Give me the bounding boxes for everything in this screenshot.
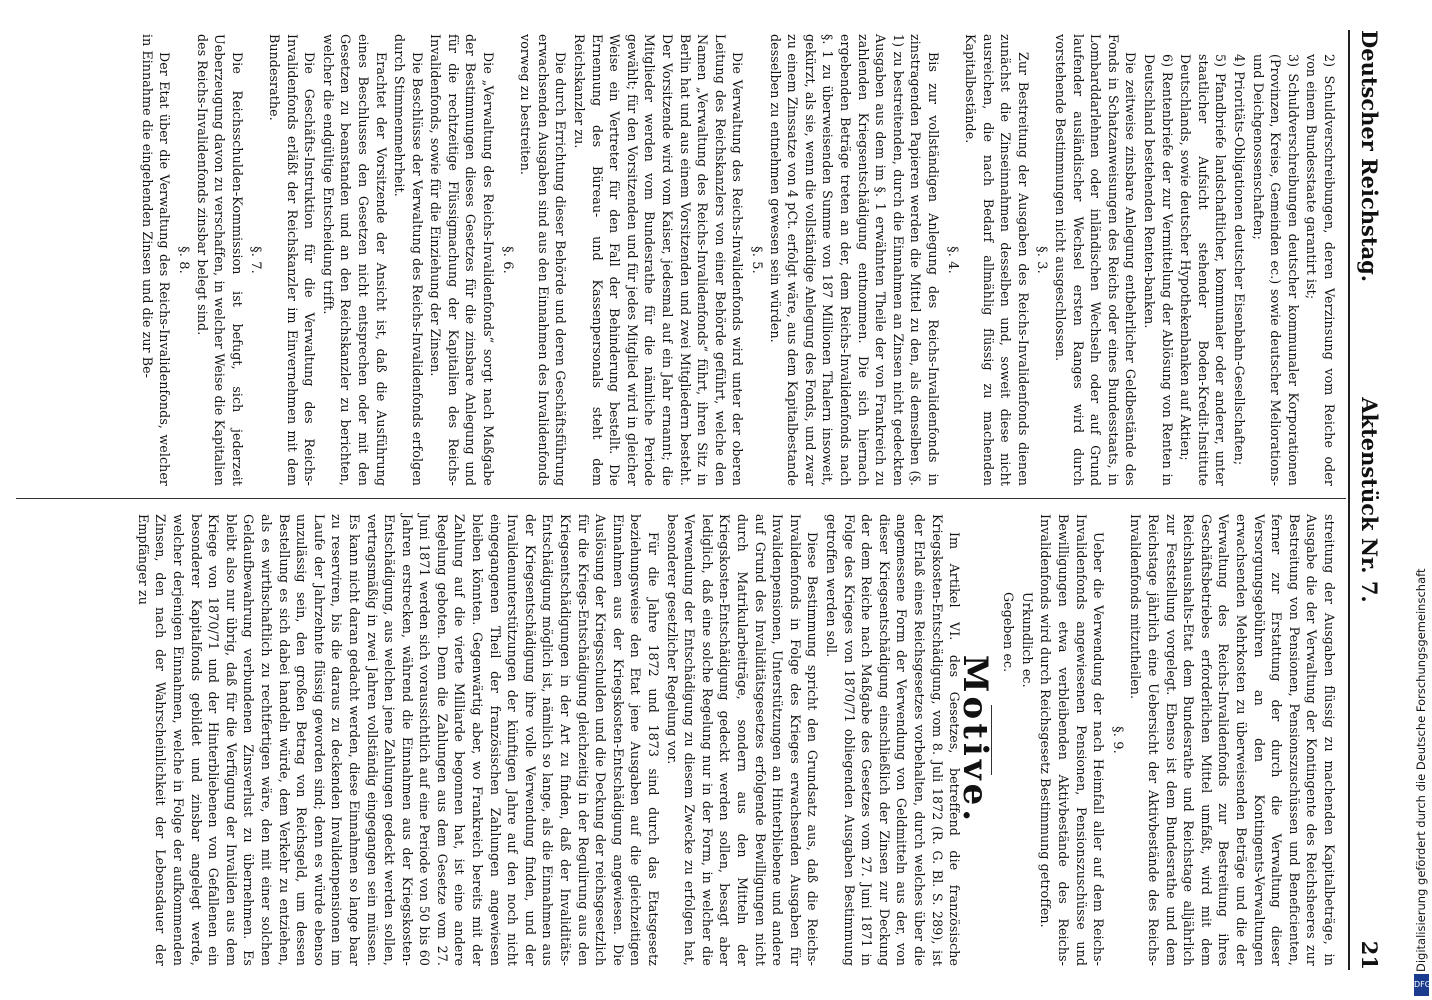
closing-formula: Gegeben ec. [1001,592,1017,673]
paragraph: Die „Verwaltung des Reichs-Invalidenfonds“ sorgt nach Maßgabe der Bestimmungen dieses Gesetzes für die zinsbare Anlegung und für die rechtzeitige Flüssigmachung der Kapitalien des Reichs-Invalidenfonds, sowie für die Einziehung der Zinsen. [428,34,497,486]
section-heading: §. 6. [499,246,515,274]
list-item: 3) Schuldverschreibungen deutscher kommunaler Korporationen (Provinzen, Kreise, Gemeinden ec.) sowie deutscher Meliorations- und Deichgenossenschaften; [1250,54,1301,486]
paragraph: Bis zur vollständigen Anlegung des Reichs-Invalidenfonds in zinstragenden Papieren werden die Mittel zu den, als demselben (§. 1) zu bestreitenden, durch die Einnahmen an Zinsen nicht gedeckten Ausgaben aus dem im §. 1 erwähnten Theile der von Frankreich zu zahlenden Kriegsentschädigung entnommen. Die sich hiernach ergebenden Beträge treten an der, dem Reichs-Invalidenfonds nach §. 1 zu überweisenden Summe von 187 Millionen Thalern insoweit, gekürzt, als sie, wenn die vollständige Anlegung des Fonds, und zwar zu einem Zinssatze von 4 pCt. erfolgt wäre, aus dem Kapitalbestande desselben zu entnehmen gewesen sein würden. [767,34,941,486]
paragraph: Erachtet der Vorsitzende der Ansicht ist, daß die Ausführung eines Beschlusses den Gesetzen nicht entsprechen oder mit den Gesetzen zu beanstanden und an den Reichskanzler zu berichten, welcher die endgültige Entscheidung trifft. [320,34,389,486]
paragraph: Der Etat über die Verwaltung des Reichs-Invalidenfonds, welcher in Einnahme die eingehenden Zinsen und die zur Be- [139,34,173,486]
motive-heading: Motive. [954,654,995,826]
page-header [1352,30,1382,970]
right-column [133,514,1338,966]
section-heading: §. 3. [1034,246,1050,274]
list-item: 2) Schuldverschreibungen, deren Verzinsung vom Reiche oder von einem Bundesstaate garantirt ist; [1304,54,1337,486]
paragraph: Für die Jahre 1872 und 1873 sind durch das Etatsgesetz beziehungsweise den Etat jene Ausgaben auf die gleichzeitigen Einnahmen aus der Kriegskosten-Entschädigung angewiesen. Die Auslösung der Kriegsschulden und die Deckung der reichsgesetzlich für die Kriegs-Entschädigung gleichzeitig in der Regulirung aus den Kriegsentschädigungen in der Art zu finden, daß der Invaliditäts-Entschädigung möglich ist, nämlich so lange, als die Einnahmen aus der Kriegsentschädigung ihre volle Verwendung finden, und der Invalidenunterstützungen der künftigen Jahre auf den noch nicht eingegangenen Theil der französischen Zahlungen angewiesen bleiben könnten. Gegenwärtig aber, wo Frankreich bereits mit der Zahlung auf die vierte Milliarde begonnen hat, ist eine andere Regelung geboten. Denn die Zahlungen aus dem Gesetze vom 27. Juni 1871 werden sich voraussichtlich auf eine Periode von 50 bis 60 Jahren erstrecken, während die Einnahmen aus der Kriegskosten-Entschädigung, aus welchen jene Zahlungen gedeckt werden sollen, vertragsmäßig in zwei Jahren vollständig eingegangen sein müssen. Es kann nicht daran gedacht werden, diese Einnahmen so lange baar zu reserviren, bis die daraus zu deckenden Invalidenpensionen im Laufe der Jahrzehnte flüssig geworden sind; denn es würde ebenso unzulässig sein, den großen Betrag von Reichsgeld, um dessen Bestellung es sich dabei handeln würde, dem Verkehr zu entziehen, als es wirthschaftlich zu rechtfertigen wäre, den mit einer solchen Geldaufbewahrung verbundenen Zinsverlust zu übernehmen. Es bleibt also nur übrig, daß für die Verfügung der Invaliden aus dem Kriege von 1870/71 und der Hinterbliebenen von Gefallenen ein besonderer Kapitalfonds gebildet und zinsbar angelegt werde, welcher derjenigen Einnahmen, welche in Folge der aufkommenden Zinsen, den nach der Wahrscheinlichkeit der Lebensdauer der Empfänger zu [135,514,662,966]
list-item: 4) Prioritäts-Obligationen deutscher Eisenbahn-Gesellschaften; [1232,54,1248,466]
section-heading: §. 5. [749,246,764,274]
page-number: 21 [1357,940,1382,970]
header-title: Deutscher Reichstag. [1357,30,1382,283]
dfg-logo: DFG [1414,974,1429,996]
closing-formula: Urkundlich ec. [1019,592,1035,688]
paragraph: streitung der Ausgaben flüssig zu machenden Kapitalbeträge, in Ausgabe die der Verwaltung der Kontingente des Reichsheeres zur Bestreitung von Pensionen, Pensionszuschüssen und Beneficienten, ferner zur Erstattung der durch die Verwaltung dieser Versorgungsgebühren an den Kontingents-Verwaltungen erwachsenden Mehrkosten zu überweisenden Beträge und die der Verwaltung des Reichs-Invalidenfonds zur Bestreitung ihres Geschäftsbetriebes erforderlichen Mittel umfaßt, wird mit dem Reichshaushalts-Etat dem Bundesrathe und Reichstage alljährlich zur Feststellung vorgelegt. Ebenso ist dem Bundesrathe und dem Reichstage jährlich eine Uebersicht der Aktivbestände des Reichs-Invalidenfonds mitzutheilen. [1128,514,1337,966]
paragraph: Die durch Errichtung dieser Behörde und deren Geschäftsführung erwachsenden Ausgaben sind aus den Einnahmen des Invalidenfonds vorweg zu bestreiten. [518,34,569,486]
header-document-number: Aktenstück Nr. 7. [1357,397,1382,603]
paragraph: Die zeitweise zinsbare Anlegung entbehrlicher Geldbestände des Fonds in Schatzanweisungen des Reichs oder eines Bundesstaats, in Lombarddarlehnen oder inländischen Wechseln oder auf Grund laufender ausländischer Wechsel ersten Ranges wird durch vorstehende Bestimmungen nicht ausgeschlossen. [1053,34,1139,486]
section-heading: §. 8. [176,246,191,274]
column-separator [16,498,1346,499]
paragraph: Diese Bestimmung spricht den Grundsatz aus, daß die Reichs-Invalidenfonds in Folge des Krieges erwachsenden Ausgaben für Invalidenpensionen, Unterstützungen an Hinterbliebene und andere auf Grund des Invaliditätsgesetzes erfolgende Bewilligungen nicht durch Matrikularbeiträge, sondern aus den Mitteln der Kriegskosten-Entschädigung gedeckt werden sollen, besagt aber lediglich, daß eine solche Regelung nur in der Form, in welcher die Verwendung der Entschädigung zu diesem Zwecke zu erfolgen hat, besonderer gesetzlicher Regelung vor. [664,514,821,966]
paragraph: Die Verwaltung des Reichs-Invalidenfonds wird unter der oberen Leitung des Reichskanzlers von einer Behörde geführt, welche den Namen „Verwaltung des Reichs-Invalidenfonds“ führt, ihren Sitz in Berlin hat und aus einem Vorsitzenden und zwei Mitgliedern besteht. Der Vorsitzende wird vom Kaiser, jedesmal auf ein Jahr ernannt; die Mitglieder werden vom Bundesrathe für die nämliche Periode gewählt; für den Vorsitzenden und für jedes Mitglied wird in gleicher Weise ein Vertreter für den Fall der Behinderung bestellt. Die Ernennung des Büreau- und Kassenpersonals steht dem Reichskanzler zu. [572,34,746,486]
section-heading: §. 7. [248,246,264,274]
paragraph: Die Geschäfts-Instruktion für die Verwaltung des Reichs-Invalidenfonds erläßt der Reichskanzler im Einvernehmen mit dem Bundesrathe. [266,34,318,486]
left-column [137,34,1338,486]
paragraph: Ueber die Verwendung der nach Heimfall aller auf dem Reichs-Invalidenfonds angewiesenen Pensionen, Pensionszuschüsse und Bewilligungen etwa verbleibenden Aktivbestände des Reichs-Invalidenfonds wird durch Reichsgesetz Bestimmung getroffen. [1038,514,1107,966]
digitization-caption: Digitalisierung gefördert durch die Deutsche Forschungsgemeinschaft [1414,568,1428,972]
digitization-caption-strip [1411,0,1432,1000]
section-heading: §. 9. [1109,726,1125,754]
list-item: 6) Rentenbriefe der zur Vermittelung der Ablösung von Renten in Deutschland bestehenden Renten-banken. [1142,54,1175,486]
paragraph: Die Reichsschulden-Kommission ist befugt, sich jederzeit Ueberzeugung davon zu verschaffen, in welcher Weise die Kapitalien des Reichs-Invalidenfonds zinsbar belegt sind. [194,34,245,486]
paragraph: Im Artikel VI. des Gesetzes, betreffend die französische Kriegskosten-Entschädigung, vom 8. Juli 1872 (R. G. Bl. S. 289), ist der Erlaß eines Reichsgesetzes vorbehalten, durch welches über die angemessene Form der Verwendung von Geldmitteln aus der, von dieser Kriegsentschädigung einschließlich der Zinsen zur Deckung der dem Reiche nach Maßgabe des Gesetzes vom 27. Juni 1871 in Folge des Krieges von 1870/71 obliegenden Ausgaben Bestimmung getroffen werden soll. [823,514,963,966]
paragraph: Die Beschlüsse der Verwaltung des Reichs-Invalidenfonds erfolgen durch Stimmenmehrheit. [392,34,425,486]
header-rule [1348,30,1350,970]
paragraph: Zur Bestreitung der Ausgaben des Reichs-Invalidenfonds dienen zunächst die Zinseinnahmen desselben und, soweit diese nicht ausreichen, die nach Bedarf allmählig flüssig zu machenden Kapitalbestände. [963,34,1031,486]
list-item: 5) Pfandbriefe landschaftlicher, kommunaler oder anderer, unter staatlicher Aufsicht stehender Boden-Kredit-Institute Deutschlands, sowie deutscher Hypothekenbanken auf Aktien; [1178,54,1229,486]
section-heading: §. 4. [944,246,960,274]
